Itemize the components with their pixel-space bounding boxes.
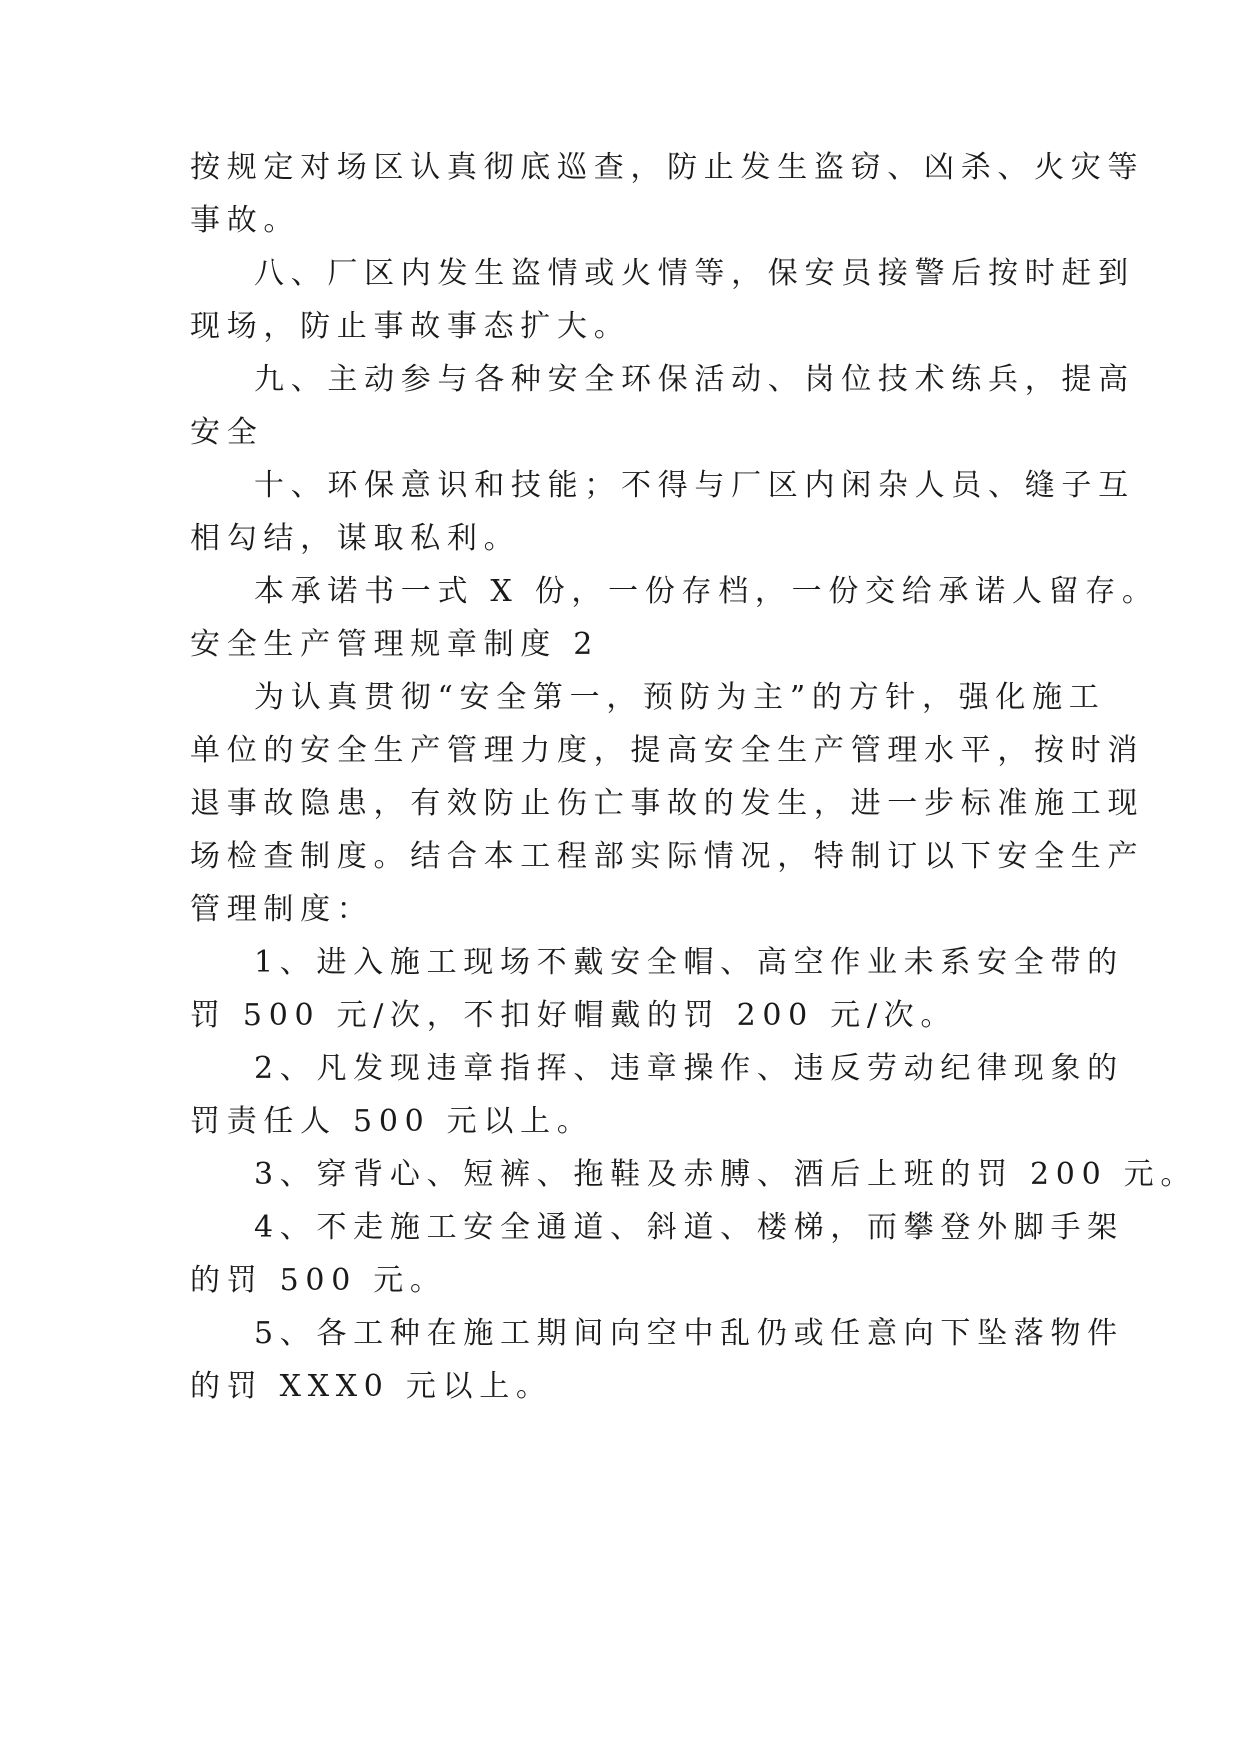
text-line-20: 3、穿背心、短裤、拖鞋及赤膊、酒后上班的罚 200 元。 [254, 1157, 1198, 1192]
text-line-16: 1、进入施工现场不戴安全帽、高空作业未系安全带的 [254, 945, 1124, 980]
text-line-21: 4、不走施工安全通道、斜道、楼梯，而攀登外脚手架 [254, 1210, 1124, 1245]
text-line-22: 的罚 500 元。 [190, 1263, 447, 1298]
text-line-1: 按规定对场区认真彻底巡查，防止发生盗窃、凶杀、火灾等 [190, 150, 1145, 185]
text-line-17: 罚 500 元/次，不扣好帽戴的罚 200 元/次。 [190, 998, 958, 1033]
text-line-2: 事故。 [190, 203, 301, 238]
text-line-3: 八、厂区内发生盗情或火情等，保安员接警后按时赶到 [254, 256, 1135, 291]
text-line-7: 十、环保意识和技能；不得与厂区内闲杂人员、缝子互 [254, 468, 1135, 503]
text-line-5: 九、主动参与各种安全环保活动、岗位技术练兵，提高 [254, 362, 1135, 397]
text-line-15: 管理制度： [190, 892, 374, 927]
text-line-8: 相勾结，谋取私利。 [190, 521, 521, 556]
text-line-14: 场检查制度。结合本工程部实际情况，特制订以下安全生产 [190, 839, 1145, 874]
text-line-9: 本承诺书一式 X 份，一份存档，一份交给承诺人留存。 [254, 574, 1159, 609]
text-line-12: 单位的安全生产管理力度，提高安全生产管理水平，按时消 [190, 733, 1145, 768]
section-heading: 安全生产管理规章制度 2 [190, 627, 600, 662]
text-line-11: 为认真贯彻“安全第一，预防为主”的方针，强化施工 [254, 680, 1106, 715]
text-line-23: 5、各工种在施工期间向空中乱仍或任意向下坠落物件 [254, 1316, 1124, 1351]
text-line-6: 安全 [190, 415, 264, 450]
text-line-18: 2、凡发现违章指挥、违章操作、违反劳动纪律现象的 [254, 1051, 1124, 1086]
text-line-13: 退事故隐患，有效防止伤亡事故的发生，进一步标准施工现 [190, 786, 1145, 821]
text-line-24: 的罚 XXX0 元以上。 [190, 1369, 553, 1404]
text-line-4: 现场，防止事故事态扩大。 [190, 309, 631, 344]
text-line-19: 罚责任人 500 元以上。 [190, 1104, 594, 1139]
